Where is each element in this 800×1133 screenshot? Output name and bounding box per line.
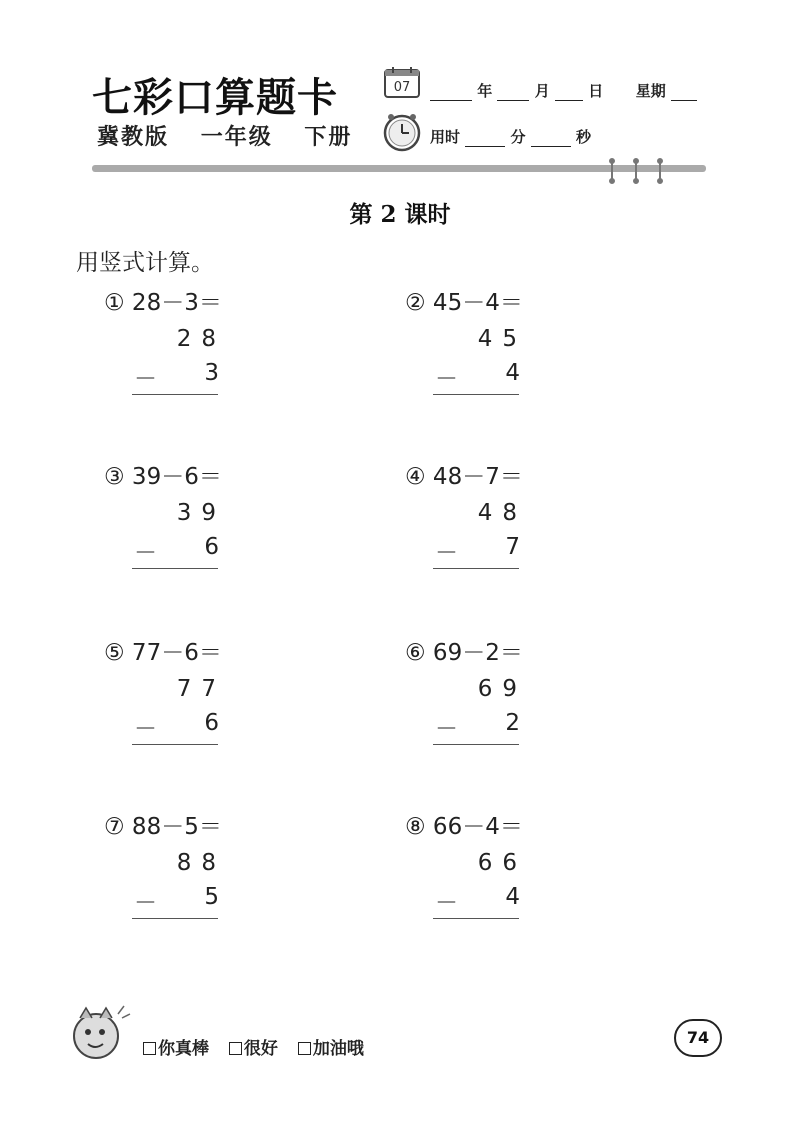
operator: － <box>134 366 157 392</box>
operator: － <box>435 890 458 916</box>
problem-equation: ⑥ 69－2＝ <box>405 640 523 666</box>
subtrahend: 6 <box>204 534 219 560</box>
weekday-blank[interactable] <box>671 87 697 101</box>
subtrahend: 6 <box>204 710 219 736</box>
operator: － <box>435 540 458 566</box>
problem-5 <box>104 634 324 764</box>
problem-7 <box>104 808 324 938</box>
subtrahend: 2 <box>505 710 520 736</box>
minuend: 88 <box>176 850 226 876</box>
problem-equation: ⑤ 77－6＝ <box>104 640 222 666</box>
calendar-icon <box>384 66 420 98</box>
operator: － <box>435 716 458 742</box>
volume-label: 下册 <box>304 125 353 150</box>
minutes-blank[interactable] <box>465 133 505 147</box>
operator: － <box>134 890 157 916</box>
option-keep-going[interactable] <box>298 1039 364 1059</box>
year-blank[interactable] <box>430 87 472 101</box>
problem-equation: ② 45－4＝ <box>405 290 523 316</box>
book-info <box>97 120 374 151</box>
month-label: 月 <box>534 82 550 100</box>
subtrahend: 5 <box>204 884 219 910</box>
checkbox[interactable] <box>298 1042 311 1055</box>
problem-equation: ⑧ 66－4＝ <box>405 814 523 840</box>
option-good[interactable] <box>229 1039 278 1059</box>
subtrahend: 4 <box>505 360 520 386</box>
clock-icon <box>382 112 422 152</box>
lesson-title: 第 2 课时 <box>349 201 451 228</box>
checkbox[interactable] <box>229 1042 242 1055</box>
minuend: 48 <box>477 500 527 526</box>
subtrahend: 3 <box>204 360 219 386</box>
used-time-label: 用时 <box>430 128 461 146</box>
brand-title: 七彩口算题卡 <box>92 75 338 121</box>
answer-line[interactable] <box>132 394 218 395</box>
binder-rings-icon <box>604 158 670 184</box>
seconds-label: 秒 <box>575 128 591 146</box>
day-blank[interactable] <box>555 87 583 101</box>
minuend: 77 <box>176 676 226 702</box>
mascot-icon <box>66 1000 134 1068</box>
minutes-label: 分 <box>510 128 526 146</box>
answer-line[interactable] <box>433 918 519 919</box>
problem-6 <box>405 634 625 764</box>
seconds-blank[interactable] <box>531 133 571 147</box>
calendar-day: 07 <box>393 80 411 95</box>
minuend: 69 <box>477 676 527 702</box>
day-label: 日 <box>588 82 604 100</box>
subtrahend: 4 <box>505 884 520 910</box>
answer-line[interactable] <box>132 918 218 919</box>
option-label: 你真棒 <box>158 1039 209 1059</box>
operator: － <box>134 540 157 566</box>
self-evaluation <box>143 1034 378 1059</box>
checkbox[interactable] <box>143 1042 156 1055</box>
time-fields <box>430 126 591 147</box>
operator: － <box>134 716 157 742</box>
edition-label: 冀教版 <box>97 125 170 150</box>
minuend: 39 <box>176 500 226 526</box>
problem-2 <box>405 284 625 414</box>
problem-equation: ① 28－3＝ <box>104 290 222 316</box>
page-number: 74 <box>674 1019 722 1057</box>
option-label: 很好 <box>243 1039 278 1059</box>
year-label: 年 <box>477 82 493 100</box>
answer-line[interactable] <box>132 568 218 569</box>
problem-4 <box>405 458 625 588</box>
problem-3 <box>104 458 324 588</box>
instruction-text: 用竖式计算。 <box>76 250 214 276</box>
month-blank[interactable] <box>497 87 529 101</box>
subtrahend: 7 <box>505 534 520 560</box>
answer-line[interactable] <box>132 744 218 745</box>
answer-line[interactable] <box>433 394 519 395</box>
grade-label: 一年级 <box>200 125 273 150</box>
operator: － <box>435 366 458 392</box>
minuend: 28 <box>176 326 226 352</box>
answer-line[interactable] <box>433 744 519 745</box>
date-fields <box>430 80 697 101</box>
weekday-label: 星期 <box>635 82 666 100</box>
problem-8 <box>405 808 625 938</box>
problem-equation: ④ 48－7＝ <box>405 464 523 490</box>
option-label: 加油哦 <box>312 1039 364 1059</box>
answer-line[interactable] <box>433 568 519 569</box>
problem-equation: ③ 39－6＝ <box>104 464 222 490</box>
problem-1 <box>104 284 324 414</box>
minuend: 66 <box>477 850 527 876</box>
problem-equation: ⑦ 88－5＝ <box>104 814 222 840</box>
minuend: 45 <box>477 326 527 352</box>
option-great[interactable] <box>143 1039 209 1059</box>
